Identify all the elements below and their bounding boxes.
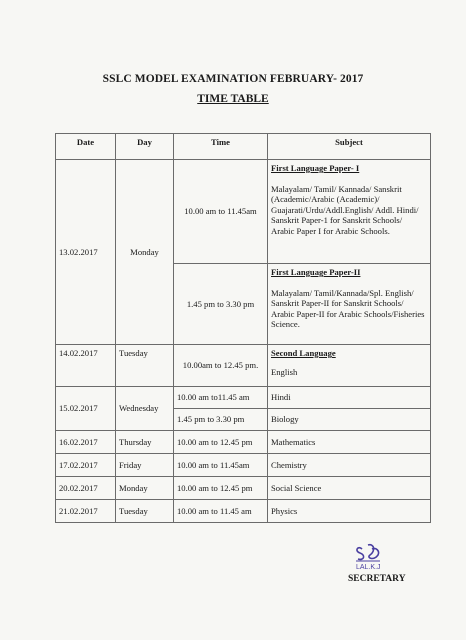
header-day: Day bbox=[116, 134, 174, 160]
table-row bbox=[56, 345, 431, 387]
header-date: Date bbox=[56, 134, 116, 160]
cell-day: Monday bbox=[116, 477, 174, 500]
header-time: Time bbox=[174, 134, 268, 160]
cell-day: Tuesday bbox=[116, 500, 174, 523]
header-subject: Subject bbox=[268, 134, 431, 160]
cell-subject bbox=[268, 264, 431, 345]
table-row bbox=[56, 454, 431, 477]
signature-scribble-icon bbox=[350, 537, 410, 577]
cell-date: 15.02.2017 bbox=[56, 387, 116, 431]
document-title: SSLC MODEL EXAMINATION FEBRUARY- 2017 bbox=[102, 73, 364, 85]
cell-date: 21.02.2017 bbox=[56, 500, 116, 523]
cell-time: 10.00 am to11.45 am bbox=[174, 387, 268, 409]
cell-date: 17.02.2017 bbox=[56, 454, 116, 477]
cell-time: 10.00 am to 11.45am bbox=[174, 160, 268, 264]
cell-day: Wednesday bbox=[116, 387, 174, 431]
subject-heading: First Language Paper- I bbox=[271, 163, 360, 173]
cell-subject bbox=[268, 160, 431, 264]
cell-date: 14.02.2017 bbox=[56, 345, 116, 387]
subject-heading: Second Language bbox=[271, 348, 336, 358]
cell-time: 10.00 am to 11.45am bbox=[174, 454, 268, 477]
cell-day: Friday bbox=[116, 454, 174, 477]
subject-details: English bbox=[271, 366, 298, 377]
table-row bbox=[56, 160, 431, 264]
cell-time: 10.00am to 12.45 pm. bbox=[174, 345, 268, 387]
cell-subject: Chemistry bbox=[268, 454, 431, 477]
table-row bbox=[56, 477, 431, 500]
cell-subject: Biology bbox=[268, 409, 431, 431]
cell-date: 20.02.2017 bbox=[56, 477, 116, 500]
subject-details: Malayalam/ Tamil/ Kannada/ Sanskrit (Academic/Arabic (Academic)/ Guajarati/Urdu/Addl.English/ Addl. Hindi/ Sanskrit Paper-1 for Sanskrit Schools/ Arabic Paper I for Arabic Schools. bbox=[271, 183, 419, 236]
table-header-row bbox=[56, 134, 431, 160]
cell-day: Monday bbox=[116, 160, 174, 345]
cell-subject: Hindi bbox=[268, 387, 431, 409]
subject-heading: First Language Paper-II bbox=[271, 267, 361, 277]
cell-time: 10.00 am to 12.45 pm bbox=[174, 477, 268, 500]
cell-subject bbox=[268, 345, 431, 387]
table-row bbox=[56, 500, 431, 523]
document-subtitle: TIME TABLE bbox=[197, 93, 269, 105]
cell-date: 16.02.2017 bbox=[56, 431, 116, 454]
cell-time: 10.00 am to 12.45 pm bbox=[174, 431, 268, 454]
timetable bbox=[55, 133, 431, 523]
signatory-title: SECRETARY bbox=[348, 574, 406, 584]
signature bbox=[350, 537, 410, 577]
cell-time: 1.45 pm to 3.30 pm bbox=[174, 409, 268, 431]
cell-subject: Social Science bbox=[268, 477, 431, 500]
subject-details: Malayalam/ Tamil/Kannada/Spl. English/ Sanskrit Paper-II for Sanskrit Schools/ Arabic Paper-II for Arabic Schools/Fisheries Science. bbox=[271, 287, 425, 330]
table-row bbox=[56, 431, 431, 454]
table-row bbox=[56, 387, 431, 409]
cell-time: 10.00 am to 11.45 am bbox=[174, 500, 268, 523]
cell-time: 1.45 pm to 3.30 pm bbox=[174, 264, 268, 345]
cell-subject: Mathematics bbox=[268, 431, 431, 454]
cell-day: Tuesday bbox=[116, 345, 174, 387]
cell-subject: Physics bbox=[268, 500, 431, 523]
signature-text: LAL.K.J bbox=[356, 564, 381, 571]
cell-date: 13.02.2017 bbox=[56, 160, 116, 345]
cell-day: Thursday bbox=[116, 431, 174, 454]
